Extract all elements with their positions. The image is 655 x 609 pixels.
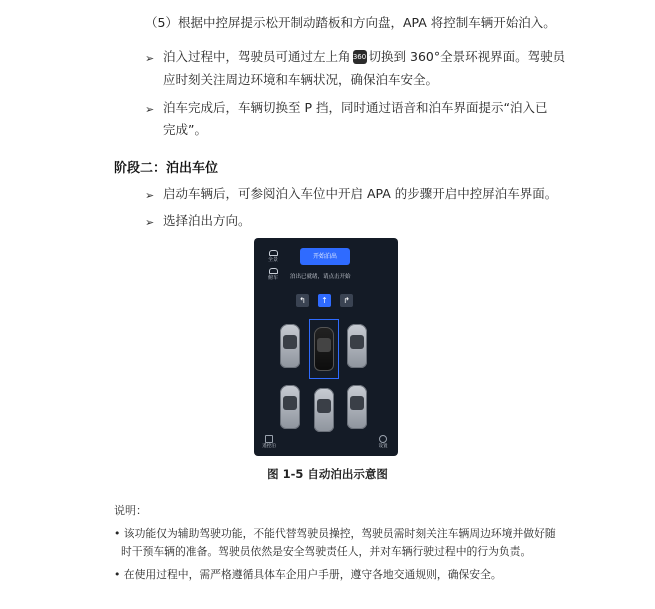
bullet-text: 选择泊出方向。 [163,213,251,228]
ready-hint: 泊出已就绪，请点击开始 [290,274,351,280]
car-icon [269,268,278,274]
remote-park-label: 遥控泊 [262,444,276,449]
parked-car [280,385,300,429]
note-item-continued: 时干预车辆的准备。驾驶员依然是安全驾驶责任人，并对车辆行驶过程中的行为负责。 [121,545,532,558]
straight-button[interactable]: ↑ [318,294,331,307]
parking-screen-figure [254,238,398,456]
camera-icon [269,250,278,256]
bullet-text-part: 泊入过程中，驾驶员可通过左上角 [163,49,351,64]
top-view-label: 俯车 [267,275,278,281]
start-park-out-button[interactable]: 开始泊出 [300,248,350,265]
bullet-text: 启动车辆后，可参阅泊入车位中开启 APA 的步骤开启中控屏泊车界面。 [163,186,558,201]
top-view-button[interactable] [264,268,282,281]
ego-car [314,327,334,371]
note-item: • 该功能仅为辅助驾驶功能，不能代替驾驶员操控，驾驶员需时刻关注车辆周边环境并做好随 [114,527,556,540]
parked-car [280,324,300,368]
settings-button[interactable] [376,435,390,449]
parked-car [314,388,334,432]
bullet-text [163,48,565,66]
turn-right-button[interactable]: ↱ [340,294,353,307]
bullet-text-continued: 完成”。 [163,122,207,137]
turn-left-button[interactable]: ↰ [296,294,309,307]
bullet-arrow-icon: ➢ [145,52,155,65]
settings-label: 设置 [378,444,388,449]
figure-caption: 图 1-5 自动泊出示意图 [267,467,388,481]
parked-car [347,324,367,368]
view-360-icon: 360 [353,50,367,64]
bullet-text-part: 切换到 360°全景环视界面。驾驶员 [368,49,566,64]
bullet-arrow-icon: ➢ [145,189,155,202]
panorama-label: 全景 [267,257,278,263]
bullet-text-continued: 应时刻关注周边环境和车辆状况，确保泊车安全。 [163,72,439,87]
section-heading: 阶段二：泊出车位 [114,161,219,176]
remote-icon [265,435,273,443]
remote-park-button[interactable] [262,435,276,449]
note-item: • 在使用过程中，需严格遵循具体车企用户手册，遵守各地交通规则，确保安全。 [114,568,502,581]
notes-title: 说明： [114,504,147,517]
step-5-text: （5）根据中控屏提示松开制动踏板和方向盘，APA 将控制车辆开始泊入。 [145,15,556,30]
bullet-arrow-icon: ➢ [145,216,155,229]
gear-icon [379,435,387,443]
bullet-arrow-icon: ➢ [145,103,155,116]
panorama-button[interactable] [264,250,282,263]
parked-car [347,385,367,429]
bullet-text: 泊车完成后，车辆切换至 P 挡，同时通过语音和泊车界面提示“泊入已 [163,100,548,115]
